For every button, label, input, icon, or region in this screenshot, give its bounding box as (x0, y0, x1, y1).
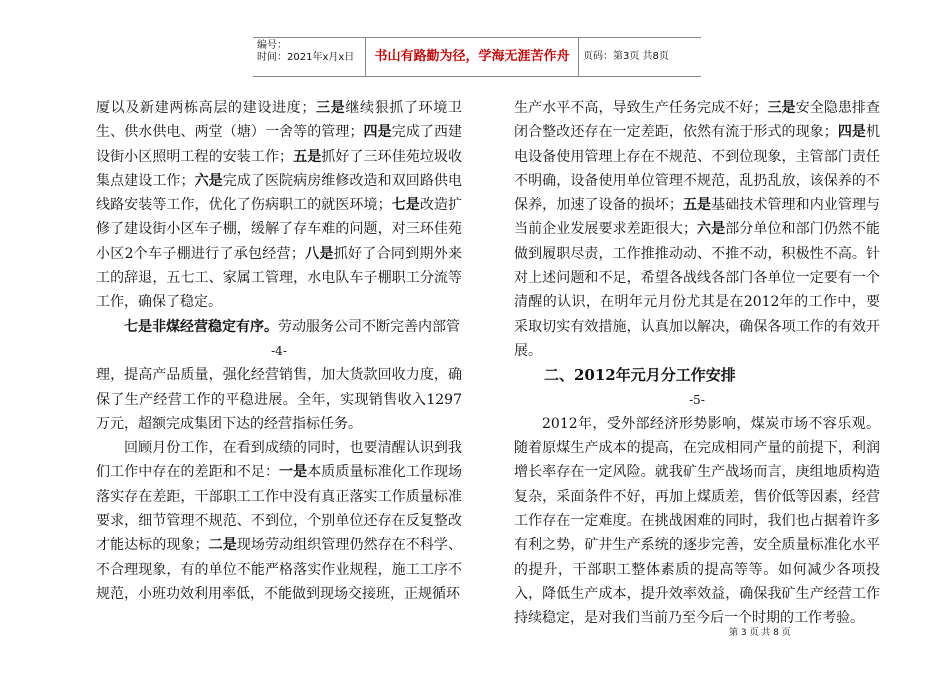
left-column (96, 96, 462, 606)
paragraph: 理，提高产品质量，强化经营销售，加大货款回收力度，确保了生产经营工作的平稳进展。全年，实现销售收入1297万元，超额完成集团下达的经营指标任务。 (96, 367, 462, 432)
time-label: 时间：2021年x月x日 (257, 52, 355, 63)
paragraph: 七是非煤经营稳定有序。劳动服务公司不断完善内部管 (124, 318, 460, 335)
page-number-mark: -5- (689, 392, 705, 407)
page-header (253, 37, 701, 77)
page-number-mark: -4- (271, 343, 287, 358)
code-label: 编号： (257, 40, 287, 51)
paragraph: 生产水平不高，导致生产任务完成不好；三是安全隐患排查闭合整改还存在一定差距，依然有流于形式的现象；四是机电设备使用管理上存在不规范、不到位现象，主管部门责任不明确，设备使用单位管理不规范，乱扔乱放，该保养的不保养，加速了设备的损坏；五是基础技术管理和内业管理与当前企业发展要求差距很大；六是部分单位和部门仍然不能做到履职尽责，工作推推动动、不推不动，积极性不高。针对上述问题和不足，希望各战线各部门各单位一定要有一个清醒的认识，在明年元月份尤其是在2012年的工作中，要采取切实有效措施，认真加以解决，确保各项工作的有效开展。 (514, 100, 881, 359)
right-column (514, 96, 880, 631)
header-meta (253, 38, 366, 76)
header-motto: 书山有路勤为径，学海无涯苦作舟 (366, 38, 579, 76)
page-footer: 第 3 页 共 8 页 (729, 628, 791, 638)
header-page-info: 页码：第3页 共8页 (583, 51, 669, 62)
section-heading: 二、2012年元月分工作安排 (544, 366, 736, 385)
paragraph: 回顾月份工作，在看到成绩的同时，也要清醒认识到我们工作中存在的差距和不足：一是本质质量标准化工作现场落实存在差距，干部职工工作中没有真正落实工作质量标准要求，细节管理不规范、不到位，个别单位还存在反复整改才能达标的现象；二是现场劳动组织管理仍然存在不科学、不合理现象，有的单位不能严格落实作业规程，施工工序不规范，小班功效利用率低，不能做到现场交接班，正规循环 (96, 440, 463, 602)
paragraph: 2012年，受外部经济形势影响，煤炭市场不容乐观。随着原煤生产成本的提高，在完成相同产量的前提下，利润增长率存在一定风险。就我矿生产战场而言，庚组地质构造复杂，采面条件不好，再加上煤质差，售价低等因素，经营工作存在一定难度。在挑战困难的同时，我们也占据着许多有利之势，矿井生产系统的逐步完善，安全质量标准化水平的提升，干部职工整体素质的提高等等。如何减少各项投入，降低生产成本，提升效率效益，确保我矿生产经营工作持续稳定，是对我们当前乃至今后一个时期的工作考验。 (514, 415, 880, 627)
paragraph: 厦以及新建两栋高层的建设进度；三是继续狠抓了环境卫生、供水供电、两堂（塘）一舍等的管理；四是完成了西建设街小区照明工程的安装工作；五是抓好了三环佳苑垃圾收集点建设工作；六是完成了医院病房维修改造和双回路供电线路安装等工作，优化了伤病职工的就医环境；七是改造扩修了建设街小区车子棚，缓解了存车难的问题，对三环佳苑小区2个车子棚进行了承包经营；八是抓好了合同到期外来工的辞退，五七工、家属工管理，水电队车子棚职工分流等工作，确保了稳定。 (96, 100, 463, 311)
